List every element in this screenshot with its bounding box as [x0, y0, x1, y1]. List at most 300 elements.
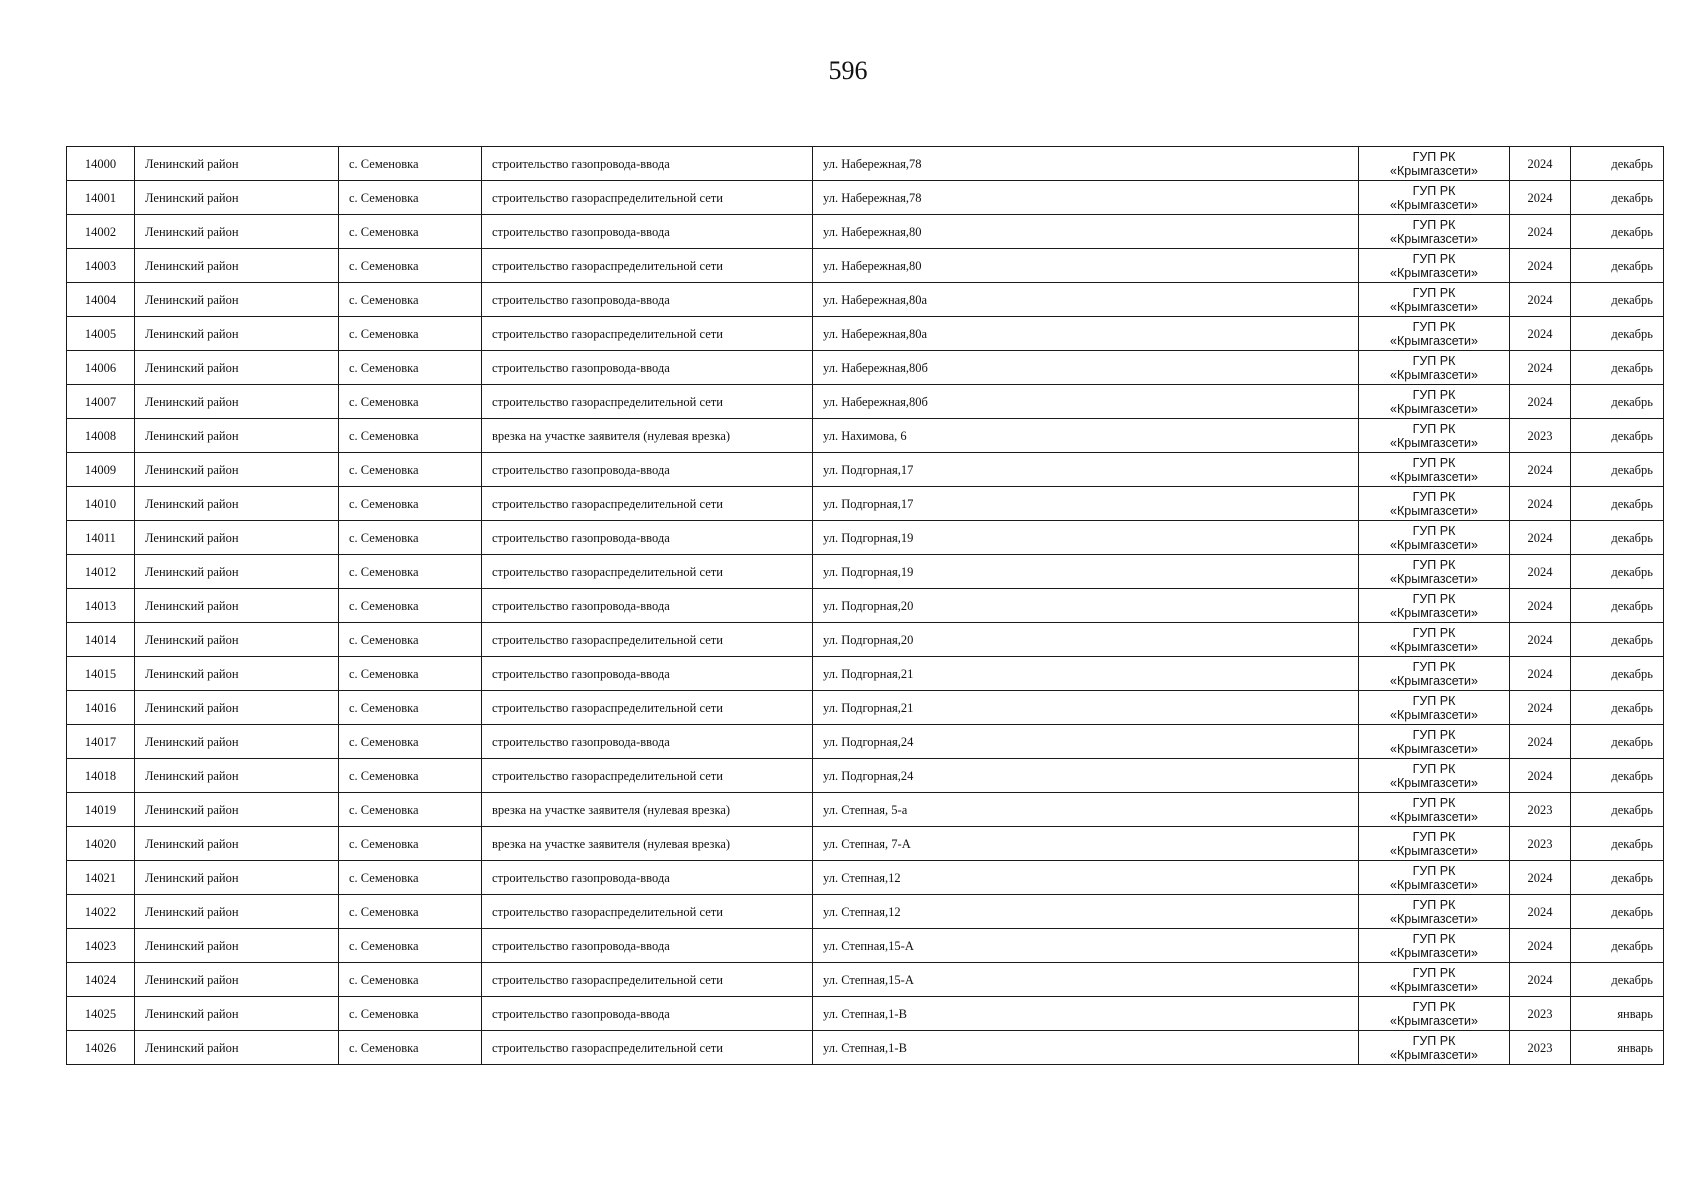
table-row — [67, 147, 1664, 181]
work-type-cell: строительство газопровода-ввода — [482, 929, 813, 963]
district-cell: Ленинский район — [135, 895, 339, 929]
work-type-cell: строительство газопровода-ввода — [482, 521, 813, 555]
month-cell: декабрь — [1571, 623, 1664, 657]
row-number-cell: 14009 — [67, 453, 135, 487]
organization-name-line: ГУП РК — [1412, 863, 1456, 878]
district-cell: Ленинский район — [135, 929, 339, 963]
organization-brand-line: «Крымгазсети» — [1390, 639, 1478, 654]
district-cell: Ленинский район — [135, 657, 339, 691]
district-cell: Ленинский район — [135, 351, 339, 385]
district-cell: Ленинский район — [135, 555, 339, 589]
locality-cell: с. Семеновка — [339, 929, 482, 963]
table-row — [67, 997, 1664, 1031]
organization-name-line: ГУП РК — [1412, 421, 1456, 436]
table-row — [67, 793, 1664, 827]
address-cell: ул. Степная, 7-А — [813, 827, 1359, 861]
year-cell: 2024 — [1510, 317, 1571, 351]
organization-cell — [1359, 521, 1510, 555]
address-cell: ул. Степная,12 — [813, 895, 1359, 929]
month-cell: декабрь — [1571, 215, 1664, 249]
work-type-cell: строительство газораспределительной сети — [482, 691, 813, 725]
table-row — [67, 181, 1664, 215]
month-cell: декабрь — [1571, 589, 1664, 623]
locality-cell: с. Семеновка — [339, 657, 482, 691]
page-number: 596 — [828, 56, 868, 85]
address-cell: ул. Нахимова, 6 — [813, 419, 1359, 453]
locality-cell: с. Семеновка — [339, 827, 482, 861]
work-type-cell: строительство газопровода-ввода — [482, 215, 813, 249]
organization-cell — [1359, 215, 1510, 249]
organization-cell — [1359, 759, 1510, 793]
organization-name-line: ГУП РК — [1412, 149, 1456, 164]
organization-brand-line: «Крымгазсети» — [1390, 775, 1478, 790]
address-cell: ул. Подгорная,21 — [813, 691, 1359, 725]
organization-brand-line: «Крымгазсети» — [1390, 979, 1478, 994]
organization-cell — [1359, 691, 1510, 725]
row-number-cell: 14015 — [67, 657, 135, 691]
table-row — [67, 759, 1664, 793]
work-type-cell: строительство газопровода-ввода — [482, 861, 813, 895]
organization-cell — [1359, 725, 1510, 759]
organization-brand-line: «Крымгазсети» — [1390, 945, 1478, 960]
organization-brand-line: «Крымгазсети» — [1390, 537, 1478, 552]
row-number-cell: 14011 — [67, 521, 135, 555]
organization-name-line: ГУП РК — [1412, 387, 1456, 402]
organization-name-line: ГУП РК — [1412, 999, 1456, 1014]
locality-cell: с. Семеновка — [339, 759, 482, 793]
district-cell: Ленинский район — [135, 419, 339, 453]
organization-cell — [1359, 181, 1510, 215]
district-cell: Ленинский район — [135, 997, 339, 1031]
year-cell: 2024 — [1510, 725, 1571, 759]
address-cell: ул. Набережная,80б — [813, 385, 1359, 419]
address-cell: ул. Набережная,78 — [813, 147, 1359, 181]
locality-cell: с. Семеновка — [339, 419, 482, 453]
organization-cell — [1359, 589, 1510, 623]
organization-brand-line: «Крымгазсети» — [1390, 401, 1478, 416]
work-type-cell: врезка на участке заявителя (нулевая врезка) — [482, 793, 813, 827]
address-cell: ул. Степная,15-А — [813, 929, 1359, 963]
district-cell: Ленинский район — [135, 861, 339, 895]
organization-name-line: ГУП РК — [1412, 829, 1456, 844]
organization-name-line: ГУП РК — [1412, 183, 1456, 198]
row-number-cell: 14006 — [67, 351, 135, 385]
district-cell: Ленинский район — [135, 181, 339, 215]
month-cell: декабрь — [1571, 249, 1664, 283]
year-cell: 2024 — [1510, 521, 1571, 555]
year-cell: 2023 — [1510, 827, 1571, 861]
organization-cell — [1359, 997, 1510, 1031]
address-cell: ул. Набережная,80б — [813, 351, 1359, 385]
organization-name-line: ГУП РК — [1412, 931, 1456, 946]
row-number-cell: 14024 — [67, 963, 135, 997]
month-cell: январь — [1571, 997, 1664, 1031]
organization-name-line: ГУП РК — [1412, 319, 1456, 334]
year-cell: 2024 — [1510, 147, 1571, 181]
row-number-cell: 14020 — [67, 827, 135, 861]
work-type-cell: строительство газораспределительной сети — [482, 249, 813, 283]
district-cell: Ленинский район — [135, 215, 339, 249]
work-type-cell: строительство газораспределительной сети — [482, 385, 813, 419]
row-number-cell: 14003 — [67, 249, 135, 283]
row-number-cell: 14005 — [67, 317, 135, 351]
row-number-cell: 14010 — [67, 487, 135, 521]
organization-cell — [1359, 419, 1510, 453]
year-cell: 2023 — [1510, 997, 1571, 1031]
work-type-cell: строительство газопровода-ввода — [482, 725, 813, 759]
locality-cell: с. Семеновка — [339, 555, 482, 589]
locality-cell: с. Семеновка — [339, 589, 482, 623]
locality-cell: с. Семеновка — [339, 725, 482, 759]
work-type-cell: строительство газораспределительной сети — [482, 1031, 813, 1065]
year-cell: 2024 — [1510, 895, 1571, 929]
organization-cell — [1359, 283, 1510, 317]
table-row — [67, 963, 1664, 997]
month-cell: декабрь — [1571, 419, 1664, 453]
organization-cell — [1359, 929, 1510, 963]
work-type-cell: строительство газораспределительной сети — [482, 181, 813, 215]
registry-table — [66, 146, 1664, 1065]
organization-cell — [1359, 1031, 1510, 1065]
year-cell: 2024 — [1510, 215, 1571, 249]
address-cell: ул. Подгорная,24 — [813, 759, 1359, 793]
organization-name-line: ГУП РК — [1412, 353, 1456, 368]
locality-cell: с. Семеновка — [339, 351, 482, 385]
address-cell: ул. Набережная,80а — [813, 317, 1359, 351]
work-type-cell: строительство газопровода-ввода — [482, 283, 813, 317]
organization-name-line: ГУП РК — [1412, 897, 1456, 912]
table-row — [67, 521, 1664, 555]
organization-brand-line: «Крымгазсети» — [1390, 843, 1478, 858]
locality-cell: с. Семеновка — [339, 181, 482, 215]
table-row — [67, 453, 1664, 487]
year-cell: 2024 — [1510, 249, 1571, 283]
locality-cell: с. Семеновка — [339, 895, 482, 929]
locality-cell: с. Семеновка — [339, 793, 482, 827]
organization-name-line: ГУП РК — [1412, 285, 1456, 300]
district-cell: Ленинский район — [135, 623, 339, 657]
month-cell: декабрь — [1571, 181, 1664, 215]
address-cell: ул. Степная,1-В — [813, 1031, 1359, 1065]
work-type-cell: строительство газораспределительной сети — [482, 759, 813, 793]
address-cell: ул. Степная,12 — [813, 861, 1359, 895]
table-row — [67, 827, 1664, 861]
table-row — [67, 351, 1664, 385]
table-row — [67, 691, 1664, 725]
organization-cell — [1359, 623, 1510, 657]
organization-cell — [1359, 657, 1510, 691]
locality-cell: с. Семеновка — [339, 487, 482, 521]
year-cell: 2024 — [1510, 759, 1571, 793]
organization-cell — [1359, 793, 1510, 827]
address-cell: ул. Подгорная,19 — [813, 521, 1359, 555]
organization-name-line: ГУП РК — [1412, 795, 1456, 810]
row-number-cell: 14025 — [67, 997, 135, 1031]
year-cell: 2024 — [1510, 963, 1571, 997]
year-cell: 2024 — [1510, 351, 1571, 385]
organization-name-line: ГУП РК — [1412, 557, 1456, 572]
month-cell: декабрь — [1571, 351, 1664, 385]
year-cell: 2024 — [1510, 691, 1571, 725]
month-cell: декабрь — [1571, 963, 1664, 997]
organization-name-line: ГУП РК — [1412, 761, 1456, 776]
month-cell: декабрь — [1571, 555, 1664, 589]
table-row — [67, 249, 1664, 283]
year-cell: 2024 — [1510, 181, 1571, 215]
organization-cell — [1359, 827, 1510, 861]
address-cell: ул. Подгорная,21 — [813, 657, 1359, 691]
district-cell: Ленинский район — [135, 521, 339, 555]
locality-cell: с. Семеновка — [339, 963, 482, 997]
table-row — [67, 385, 1664, 419]
address-cell: ул. Подгорная,24 — [813, 725, 1359, 759]
organization-brand-line: «Крымгазсети» — [1390, 197, 1478, 212]
row-number-cell: 14022 — [67, 895, 135, 929]
table-row — [67, 283, 1664, 317]
address-cell: ул. Набережная,80а — [813, 283, 1359, 317]
locality-cell: с. Семеновка — [339, 215, 482, 249]
row-number-cell: 14012 — [67, 555, 135, 589]
district-cell: Ленинский район — [135, 1031, 339, 1065]
district-cell: Ленинский район — [135, 317, 339, 351]
organization-cell — [1359, 351, 1510, 385]
organization-name-line: ГУП РК — [1412, 727, 1456, 742]
table-row — [67, 419, 1664, 453]
year-cell: 2024 — [1510, 589, 1571, 623]
organization-brand-line: «Крымгазсети» — [1390, 1013, 1478, 1028]
organization-brand-line: «Крымгазсети» — [1390, 231, 1478, 246]
address-cell: ул. Степная, 5-а — [813, 793, 1359, 827]
address-cell: ул. Степная,1-В — [813, 997, 1359, 1031]
locality-cell: с. Семеновка — [339, 623, 482, 657]
organization-cell — [1359, 147, 1510, 181]
year-cell: 2024 — [1510, 623, 1571, 657]
organization-name-line: ГУП РК — [1412, 251, 1456, 266]
row-number-cell: 14004 — [67, 283, 135, 317]
organization-brand-line: «Крымгазсети» — [1390, 163, 1478, 178]
organization-cell — [1359, 453, 1510, 487]
organization-cell — [1359, 555, 1510, 589]
table-row — [67, 725, 1664, 759]
work-type-cell: строительство газопровода-ввода — [482, 589, 813, 623]
table-row — [67, 895, 1664, 929]
month-cell: декабрь — [1571, 453, 1664, 487]
locality-cell: с. Семеновка — [339, 521, 482, 555]
year-cell: 2024 — [1510, 453, 1571, 487]
district-cell: Ленинский район — [135, 963, 339, 997]
organization-name-line: ГУП РК — [1412, 1033, 1456, 1048]
row-number-cell: 14019 — [67, 793, 135, 827]
year-cell: 2023 — [1510, 793, 1571, 827]
address-cell: ул. Подгорная,20 — [813, 589, 1359, 623]
locality-cell: с. Семеновка — [339, 1031, 482, 1065]
organization-cell — [1359, 861, 1510, 895]
row-number-cell: 14026 — [67, 1031, 135, 1065]
locality-cell: с. Семеновка — [339, 385, 482, 419]
district-cell: Ленинский район — [135, 283, 339, 317]
year-cell: 2024 — [1510, 487, 1571, 521]
table-row — [67, 317, 1664, 351]
organization-cell — [1359, 487, 1510, 521]
address-cell: ул. Степная,15-А — [813, 963, 1359, 997]
year-cell: 2023 — [1510, 1031, 1571, 1065]
organization-name-line: ГУП РК — [1412, 217, 1456, 232]
organization-brand-line: «Крымгазсети» — [1390, 877, 1478, 892]
month-cell: декабрь — [1571, 895, 1664, 929]
address-cell: ул. Подгорная,20 — [813, 623, 1359, 657]
row-number-cell: 14016 — [67, 691, 135, 725]
month-cell: январь — [1571, 1031, 1664, 1065]
row-number-cell: 14001 — [67, 181, 135, 215]
table-row — [67, 657, 1664, 691]
work-type-cell: строительство газораспределительной сети — [482, 555, 813, 589]
district-cell: Ленинский район — [135, 589, 339, 623]
address-cell: ул. Подгорная,17 — [813, 453, 1359, 487]
row-number-cell: 14013 — [67, 589, 135, 623]
locality-cell: с. Семеновка — [339, 249, 482, 283]
month-cell: декабрь — [1571, 725, 1664, 759]
organization-name-line: ГУП РК — [1412, 965, 1456, 980]
address-cell: ул. Подгорная,17 — [813, 487, 1359, 521]
organization-cell — [1359, 385, 1510, 419]
work-type-cell: строительство газопровода-ввода — [482, 657, 813, 691]
organization-brand-line: «Крымгазсети» — [1390, 809, 1478, 824]
locality-cell: с. Семеновка — [339, 691, 482, 725]
locality-cell: с. Семеновка — [339, 997, 482, 1031]
work-type-cell: строительство газопровода-ввода — [482, 351, 813, 385]
month-cell: декабрь — [1571, 657, 1664, 691]
row-number-cell: 14018 — [67, 759, 135, 793]
work-type-cell: строительство газопровода-ввода — [482, 147, 813, 181]
address-cell: ул. Набережная,78 — [813, 181, 1359, 215]
locality-cell: с. Семеновка — [339, 147, 482, 181]
organization-cell — [1359, 895, 1510, 929]
month-cell: декабрь — [1571, 385, 1664, 419]
month-cell: декабрь — [1571, 759, 1664, 793]
registry-table-body — [67, 147, 1664, 1065]
table-row — [67, 929, 1664, 963]
year-cell: 2024 — [1510, 861, 1571, 895]
organization-brand-line: «Крымгазсети» — [1390, 265, 1478, 280]
organization-cell — [1359, 963, 1510, 997]
organization-brand-line: «Крымгазсети» — [1390, 503, 1478, 518]
month-cell: декабрь — [1571, 521, 1664, 555]
table-row — [67, 623, 1664, 657]
organization-brand-line: «Крымгазсети» — [1390, 707, 1478, 722]
month-cell: декабрь — [1571, 317, 1664, 351]
district-cell: Ленинский район — [135, 793, 339, 827]
row-number-cell: 14002 — [67, 215, 135, 249]
table-row — [67, 1031, 1664, 1065]
row-number-cell: 14007 — [67, 385, 135, 419]
organization-brand-line: «Крымгазсети» — [1390, 435, 1478, 450]
work-type-cell: врезка на участке заявителя (нулевая врезка) — [482, 419, 813, 453]
row-number-cell: 14000 — [67, 147, 135, 181]
work-type-cell: строительство газопровода-ввода — [482, 997, 813, 1031]
organization-brand-line: «Крымгазсети» — [1390, 367, 1478, 382]
address-cell: ул. Набережная,80 — [813, 215, 1359, 249]
work-type-cell: строительство газопровода-ввода — [482, 453, 813, 487]
month-cell: декабрь — [1571, 861, 1664, 895]
organization-brand-line: «Крымгазсети» — [1390, 741, 1478, 756]
district-cell: Ленинский район — [135, 725, 339, 759]
work-type-cell: строительство газораспределительной сети — [482, 487, 813, 521]
organization-name-line: ГУП РК — [1412, 659, 1456, 674]
table-row — [67, 555, 1664, 589]
row-number-cell: 14023 — [67, 929, 135, 963]
address-cell: ул. Набережная,80 — [813, 249, 1359, 283]
organization-brand-line: «Крымгазсети» — [1390, 469, 1478, 484]
year-cell: 2024 — [1510, 657, 1571, 691]
month-cell: декабрь — [1571, 929, 1664, 963]
organization-name-line: ГУП РК — [1412, 489, 1456, 504]
row-number-cell: 14017 — [67, 725, 135, 759]
district-cell: Ленинский район — [135, 385, 339, 419]
organization-brand-line: «Крымгазсети» — [1390, 673, 1478, 688]
month-cell: декабрь — [1571, 827, 1664, 861]
work-type-cell: врезка на участке заявителя (нулевая врезка) — [482, 827, 813, 861]
district-cell: Ленинский район — [135, 147, 339, 181]
locality-cell: с. Семеновка — [339, 317, 482, 351]
month-cell: декабрь — [1571, 487, 1664, 521]
organization-brand-line: «Крымгазсети» — [1390, 333, 1478, 348]
organization-cell — [1359, 317, 1510, 351]
month-cell: декабрь — [1571, 793, 1664, 827]
district-cell: Ленинский район — [135, 453, 339, 487]
work-type-cell: строительство газораспределительной сети — [482, 895, 813, 929]
month-cell: декабрь — [1571, 283, 1664, 317]
organization-name-line: ГУП РК — [1412, 591, 1456, 606]
table-row — [67, 861, 1664, 895]
month-cell: декабрь — [1571, 147, 1664, 181]
row-number-cell: 14008 — [67, 419, 135, 453]
organization-brand-line: «Крымгазсети» — [1390, 911, 1478, 926]
table-row — [67, 589, 1664, 623]
locality-cell: с. Семеновка — [339, 453, 482, 487]
organization-name-line: ГУП РК — [1412, 693, 1456, 708]
table-row — [67, 215, 1664, 249]
locality-cell: с. Семеновка — [339, 283, 482, 317]
district-cell: Ленинский район — [135, 691, 339, 725]
organization-brand-line: «Крымгазсети» — [1390, 571, 1478, 586]
organization-brand-line: «Крымгазсети» — [1390, 605, 1478, 620]
locality-cell: с. Семеновка — [339, 861, 482, 895]
organization-brand-line: «Крымгазсети» — [1390, 299, 1478, 314]
work-type-cell: строительство газораспределительной сети — [482, 317, 813, 351]
table-row — [67, 487, 1664, 521]
row-number-cell: 14021 — [67, 861, 135, 895]
year-cell: 2024 — [1510, 385, 1571, 419]
year-cell: 2024 — [1510, 283, 1571, 317]
organization-cell — [1359, 249, 1510, 283]
year-cell: 2024 — [1510, 555, 1571, 589]
row-number-cell: 14014 — [67, 623, 135, 657]
district-cell: Ленинский район — [135, 759, 339, 793]
organization-brand-line: «Крымгазсети» — [1390, 1047, 1478, 1062]
year-cell: 2024 — [1510, 929, 1571, 963]
organization-name-line: ГУП РК — [1412, 523, 1456, 538]
work-type-cell: строительство газораспределительной сети — [482, 623, 813, 657]
address-cell: ул. Подгорная,19 — [813, 555, 1359, 589]
organization-name-line: ГУП РК — [1412, 455, 1456, 470]
district-cell: Ленинский район — [135, 487, 339, 521]
organization-name-line: ГУП РК — [1412, 625, 1456, 640]
month-cell: декабрь — [1571, 691, 1664, 725]
district-cell: Ленинский район — [135, 249, 339, 283]
district-cell: Ленинский район — [135, 827, 339, 861]
year-cell: 2023 — [1510, 419, 1571, 453]
work-type-cell: строительство газораспределительной сети — [482, 963, 813, 997]
